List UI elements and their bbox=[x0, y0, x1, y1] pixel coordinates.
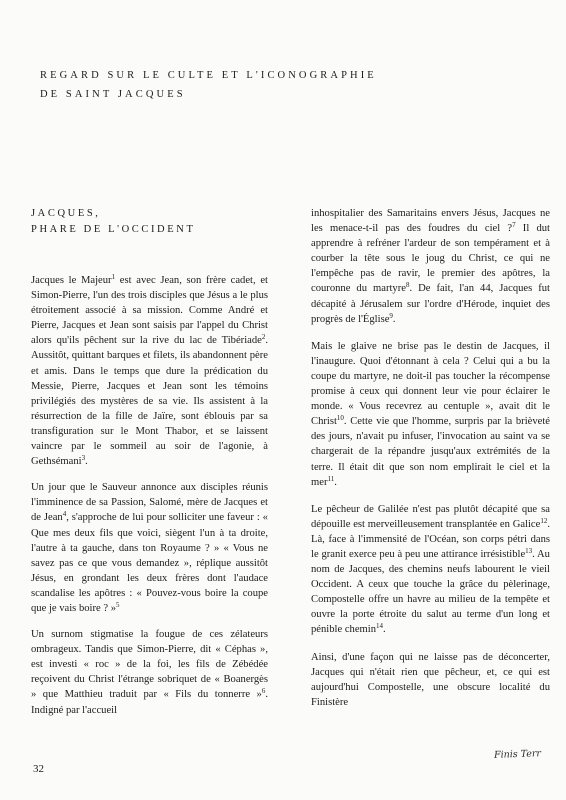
section-title-line-2: PHARE DE L'OCCIDENT bbox=[31, 224, 196, 235]
footnote-ref: 1 bbox=[111, 273, 116, 281]
header-line-1: REGARD SUR LE CULTE ET L'ICONOGRAPHIE bbox=[40, 70, 377, 81]
page-number: 32 bbox=[33, 763, 44, 775]
footnote-ref: 8 bbox=[405, 281, 410, 290]
paragraph: Un jour que le Sauveur annonce aux disciples réunis l'imminence de sa Passion, Salomé, mère de Jacques et de Jean$^4$, s'approche de lui pour solliciter une faveur : « Que mes deux fils que voici, siègent l'un à ta droite, l'autre à ta gauche, dans ton Royaume ? » « Vous ne savez pas ce que vous demandez », réplique aussitôt Jésus, en grondant les deux frères dont l'audace scandalise les apôtres : « Pouvez-vous boire la coupe que je vais boire ? »$^5$ bbox=[31, 482, 268, 614]
footnote-ref: 13 bbox=[525, 546, 533, 555]
section-title bbox=[31, 206, 268, 238]
left-column bbox=[31, 206, 268, 729]
footnote-ref: 12 bbox=[540, 516, 548, 525]
footnote-ref: 11 bbox=[327, 474, 335, 483]
page-header bbox=[40, 66, 530, 104]
section-title-line-1: JACQUES, bbox=[31, 208, 101, 219]
footnote-ref: 10 bbox=[336, 414, 344, 423]
footnote-ref: 5 bbox=[116, 600, 120, 609]
handwritten-annotation: Finis Terr bbox=[493, 748, 542, 761]
footnote-ref: 2 bbox=[261, 333, 266, 342]
paragraph: inhospitalier des Samaritains envers Jésus, Jacques ne les menace-t-il pas des foudres du ciel ?$^7$ Il dut apprendre à refréner l'ardeur de son tempérament et à courber la tête sous le joug du Christ, ce qui ne l'empêche pas de ravir, le premier des apôtres, la couronne du martyre$^8$. De fait, l'an 44, Jacques fut décapité à Jérusalem sur l'ordre d'Hérode, inquiet des progrès de l'Église$^9$. bbox=[311, 208, 551, 325]
footnote-ref: 9 bbox=[389, 311, 393, 320]
right-column bbox=[311, 206, 550, 722]
paragraph: Le pêcheur de Galilée n'est pas plutôt décapité que sa dépouille est merveilleusement transplantée en Galice$^{12}$. Là, face à l'immensité de l'Océan, son corps pétri dans le granit exerce peu à peu une attirance irrésistible$^{13}$. Au nom de Jacques, des chemins neufs labourent le vieil Occident. A ceux que touche la grâce du pèlerinage, Compostelle offre un havre au milieu de la tempête et ouvre la porte étroite du salut au terme d'un long et pénible chemin$^{14}$. bbox=[311, 503, 550, 636]
paragraph: Un surnom stigmatise la fougue de ces zélateurs ombrageux. Tandis que Simon-Pierre, dit « Céphas », est investi « roc » de la foi, les fils de Zébédée reçoivent du Christ l'étrange sobriquet de « Boanergès » que Matthieu traduit par « Fils du tonnerre »$^6$. Indigné par l'accueil bbox=[31, 629, 268, 716]
header-line-2: DE SAINT JACQUES bbox=[40, 89, 186, 100]
footnote-ref: 4 bbox=[62, 510, 67, 519]
paragraph: Ainsi, d'une façon qui ne laisse pas de déconcerter, Jacques qui n'était rien que pêcheur, et, ce qui est aujourd'hui Compostelle, une obscure localité du Finistère bbox=[311, 651, 550, 708]
footnote-ref: 7 bbox=[512, 221, 516, 230]
paragraph: Mais le glaive ne brise pas le destin de Jacques, il l'inaugure. Quoi d'étonnant à cela ? Celui qui a bu la coupe du martyre, ne doit-il pas toucher la récompense promise à ceux qui donnent leur vie pour éclairer le monde. « Vous recevrez au centuple », avait dit le Christ$^{10}$. Cette vie que l'homme, surpris par la brièveté des jours, n'avait pu infuser, l'invocation au saint va se chargerait de la répandre jusqu'aux extrémités de la terre. Il était dit que son nom emplirait le ciel et la mer$^{11}$. bbox=[311, 340, 550, 488]
footnote-ref: 6 bbox=[261, 687, 266, 696]
footnote-ref: 14 bbox=[376, 622, 384, 631]
footnote-ref: 3 bbox=[81, 454, 86, 463]
paragraph: Jacques le Majeur$^1$ est avec Jean, son frère cadet, et Simon-Pierre, l'un des trois disciples que Jésus a le plus étroitement associé à sa mission. Comme André et Pierre, Jacques et Jean sont saisis par l'appel du Christ alors qu'ils pêchent sur la rive du lac de Tibériade$^2$. Aussitôt, quittant barques et filets, ils abandonnent père et amis. Dans le temps que dure la prédication du Messie, Pierre, Jacques et Jean sont les témoins privilégiés des mystères de sa vie. Ils assistent à la résurrection de la fille de Jaïre, sont éblouis par sa transfiguration sur le Mont Thabor, et se laissent vaincre par le sommeil au soir de l'agonie, à Gethsémani$^3$. bbox=[31, 273, 268, 468]
